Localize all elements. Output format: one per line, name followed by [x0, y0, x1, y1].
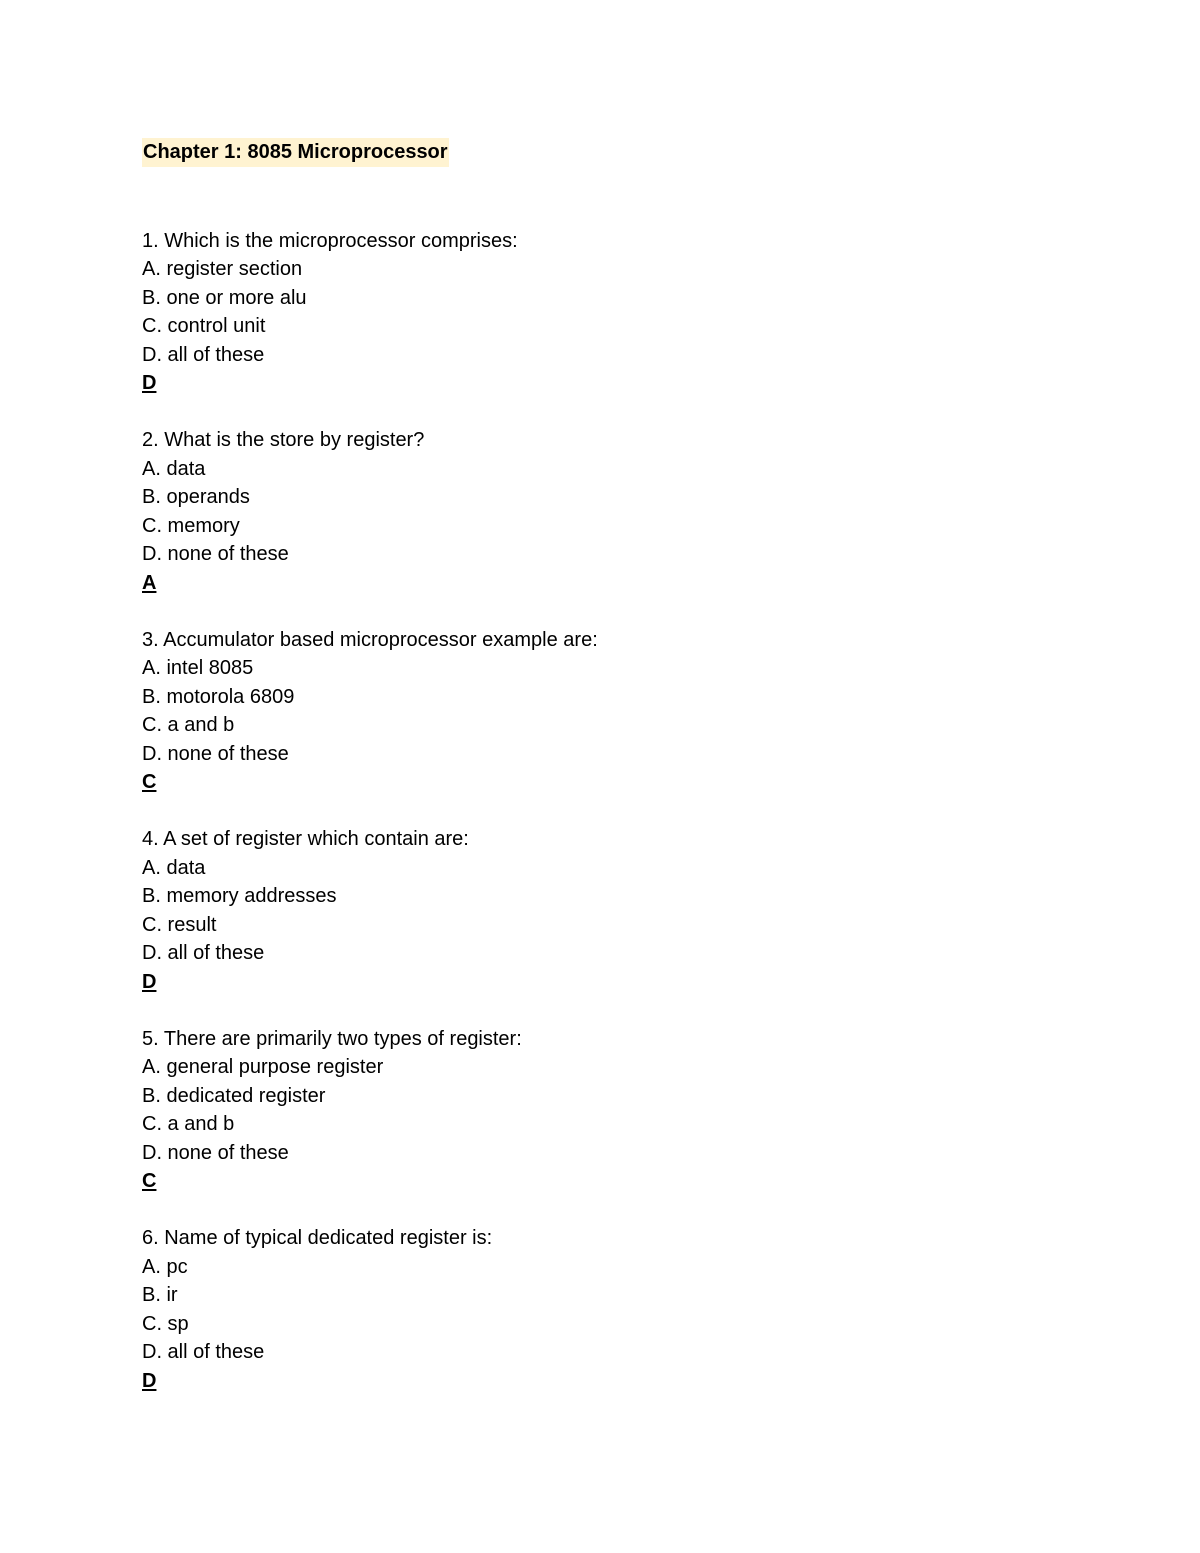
option-d: D. none of these [142, 543, 289, 565]
option-a: A. register section [142, 258, 303, 280]
option-b: B. dedicated register [142, 1084, 326, 1107]
answer-key: C [142, 1170, 157, 1192]
answer-key: C [142, 771, 157, 793]
option-a: A. general purpose register [142, 1056, 384, 1078]
chapter-title: Chapter 1: 8085 Microprocessor [142, 138, 449, 167]
option-a: A. intel 8085 [142, 657, 254, 679]
option-c: C. a and b [142, 1113, 235, 1135]
question-text: 2. What is the store by register? [142, 429, 425, 451]
question-item [142, 1025, 1102, 1196]
option-b: B. memory addresses [142, 885, 337, 907]
option-c: C. memory [142, 514, 240, 537]
answer-key: A [142, 571, 157, 594]
option-a: A. pc [142, 1255, 188, 1278]
answer-key: D [142, 970, 157, 993]
answer-key: D [142, 1369, 157, 1392]
question-list [142, 227, 1102, 1396]
question-text: 6. Name of typical dedicated register is: [142, 1227, 493, 1249]
option-b: B. motorola 6809 [142, 685, 295, 708]
question-item [142, 825, 1102, 996]
option-a: A. data [142, 856, 206, 879]
option-b: B. ir [142, 1284, 178, 1306]
question-text: 3. Accumulator based microprocessor example are: [142, 628, 598, 651]
question-item [142, 426, 1102, 597]
option-d: D. none of these [142, 742, 289, 765]
option-c: C. control unit [142, 315, 266, 337]
option-c: C. a and b [142, 714, 235, 736]
option-c: C. sp [142, 1312, 189, 1335]
option-d: D. all of these [142, 343, 265, 366]
question-text: 4. A set of register which contain are: [142, 828, 469, 850]
answer-key: D [142, 372, 157, 394]
option-a: A. data [142, 457, 206, 480]
question-text: 5. There are primarily two types of register: [142, 1027, 522, 1050]
question-item [142, 626, 1102, 797]
question-item [142, 227, 1102, 398]
option-d: D. none of these [142, 1141, 289, 1164]
option-b: B. one or more alu [142, 286, 307, 309]
option-c: C. result [142, 913, 217, 936]
question-text: 1. Which is the microprocessor comprises: [142, 229, 518, 252]
option-d: D. all of these [142, 1341, 265, 1363]
question-item [142, 1224, 1102, 1395]
option-b: B. operands [142, 486, 250, 508]
option-d: D. all of these [142, 942, 265, 964]
document-page [142, 138, 1102, 1424]
